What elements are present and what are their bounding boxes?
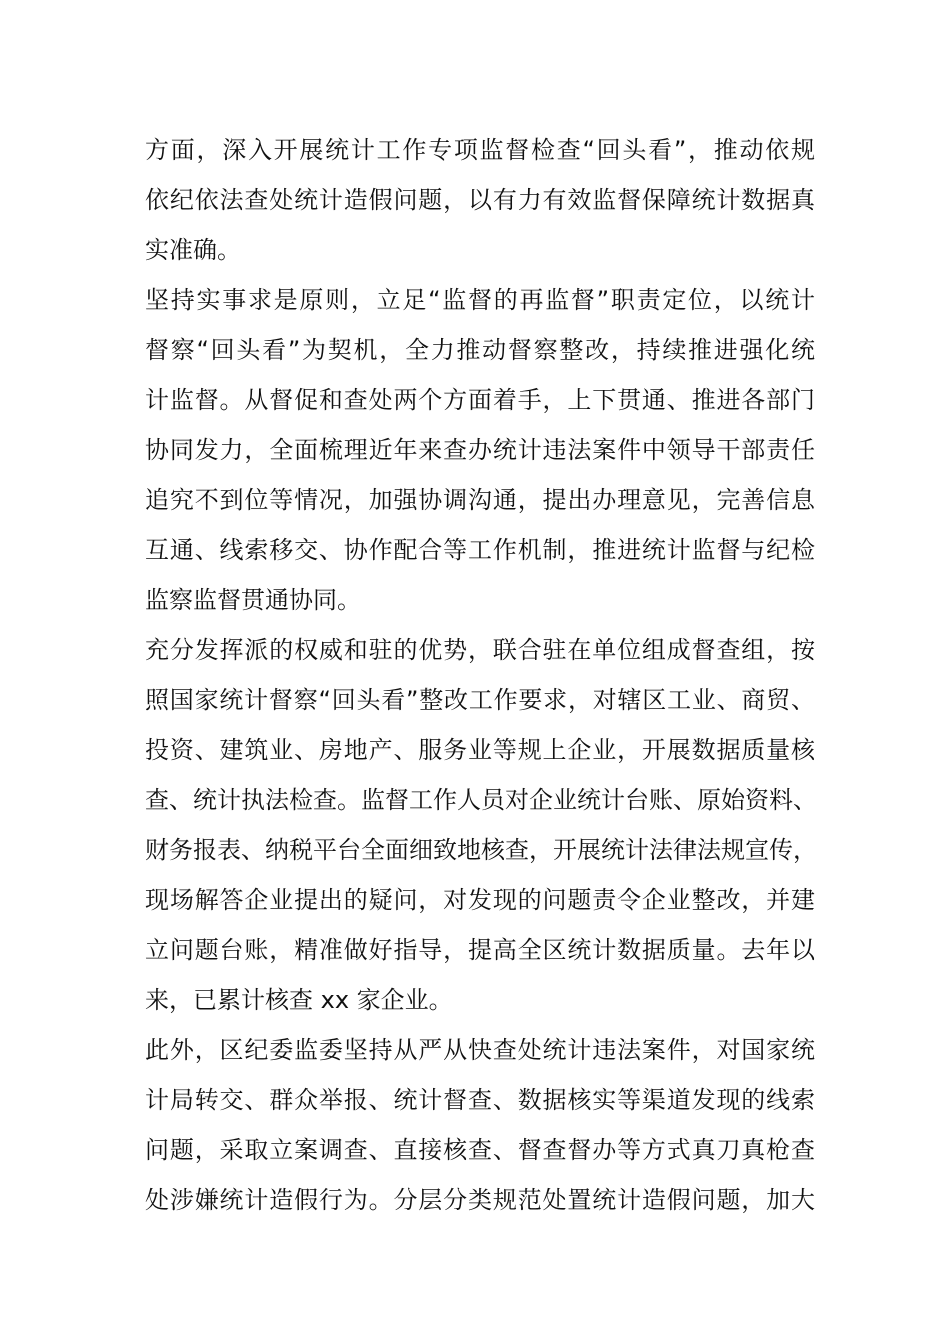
document-body	[145, 125, 815, 1225]
text-line: 协同发力，全面梳理近年来查办统计违法案件中领导干部责任	[145, 436, 815, 464]
text-line: 互通、线索移交、协作配合等工作机制，推进统计监督与纪检	[145, 536, 815, 564]
text-line: 查、统计执法检查。监督工作人员对企业统计台账、原始资料、	[145, 786, 817, 814]
paragraph-4	[145, 1025, 815, 1225]
text-line: 追究不到位等情况，加强协调沟通，提出办理意见，完善信息	[145, 486, 815, 514]
text-line: 计局转交、群众举报、统计督查、数据核实等渠道发现的线索	[145, 1086, 815, 1114]
paragraph-1	[145, 125, 815, 275]
text-line: 立问题台账，精准做好指导，提高全区统计数据质量。去年以	[145, 936, 815, 964]
text-line: 方面，深入开展统计工作专项监督检查“回头看”，推动依规	[145, 136, 815, 164]
text-line: 照国家统计督察“回头看”整改工作要求，对辖区工业、商贸、	[145, 686, 815, 714]
text-line: 督察“回头看”为契机，全力推动督察整改，持续推进强化统	[145, 336, 815, 364]
text-line: 坚持实事求是原则，立足“监督的再监督”职责定位，以统计	[145, 286, 815, 314]
text-line: 来，已累计核查 xx 家企业。	[145, 986, 453, 1014]
paragraph-3	[145, 625, 815, 1025]
text-line: 问题，采取立案调查、直接核查、督查督办等方式真刀真枪查	[145, 1136, 815, 1164]
text-line: 现场解答企业提出的疑问，对发现的问题责令企业整改，并建	[145, 886, 815, 914]
text-line: 处涉嫌统计造假行为。分层分类规范处置统计造假问题，加大	[145, 1186, 815, 1214]
text-line: 财务报表、纳税平台全面细致地核查，开展统计法律法规宣传，	[145, 836, 817, 864]
text-line: 监察监督贯通协同。	[145, 586, 361, 614]
text-line: 依纪依法查处统计造假问题，以有力有效监督保障统计数据真	[145, 186, 815, 214]
text-line: 计监督。从督促和查处两个方面着手，上下贯通、推进各部门	[145, 386, 815, 414]
text-line: 此外，区纪委监委坚持从严从快查处统计违法案件，对国家统	[145, 1036, 815, 1064]
text-line: 充分发挥派的权威和驻的优势，联合驻在单位组成督查组，按	[145, 636, 815, 664]
text-line: 投资、建筑业、房地产、服务业等规上企业，开展数据质量核	[145, 736, 815, 764]
text-line: 实准确。	[145, 236, 241, 264]
paragraph-2	[145, 275, 815, 625]
